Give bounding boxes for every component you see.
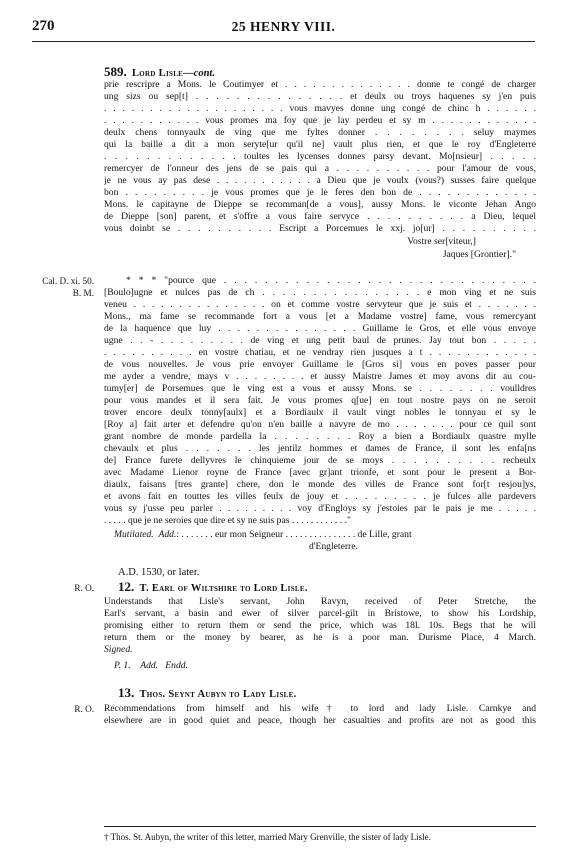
entry-589-line: . . . . . . . . . . . vous promes ma foy que je lay perdeu et sy m . . . . . . . . . . . . <box>104 115 536 126</box>
letter-line: avec Madame Lienor royne de France [avec gr]ant trionfe, et sont pour le present a Bor- <box>104 467 536 478</box>
entry-589-line: qui la baille a dit a mon seryte[ur qu'il ne] vault plus rien, et que le roy d'Engleterre <box>104 139 536 150</box>
signature-line-1: Vostre ser[viteur,] <box>407 236 476 247</box>
add-label: Add. <box>158 529 177 540</box>
margin-location: R. O. <box>74 583 94 593</box>
entry-12-line: Understands that Lisle's servant, John Ravyn, received of Peter Stretche, the <box>104 596 536 607</box>
entry-12-line: promising either to return them or send the price, which was 18l. 10s. Begs that he will <box>104 620 536 631</box>
letter-line: pour vous mandes et il sera fait. Je vous promes q[ue] en tout nostre pays on ne seroit <box>104 395 536 406</box>
entry-589-line: vous doinbt se . . . . . . . . . . Escript a Porcemues le xxj. jo[ur] . . . . . . . . . . <box>104 223 536 234</box>
letter-line: me ayder a vendre, mays v . . . . . . . . et aussy Maistre James et moy avons dit au cou- <box>104 371 536 382</box>
letter-line: vous sy j'usse peu parler . . . . . . . . . voy d'Engloys sy j'estoies par le pais je me . . . . . <box>104 503 536 514</box>
margin-location: B. M. <box>72 288 94 298</box>
letter-line: . . . . . que je ne seroies que dire et sy ne suis pas . . . . . . . . . . . ." <box>104 515 351 526</box>
entry-589-line: Mons. le capitayne de Dieppe se recomman[de a vous], aussy Mons. le viconte Jehan Ango <box>104 199 536 210</box>
entry-589-line: bon . . . . . . . . . je vous promes que je le feres den bon de . . . . . . . . . . . . . <box>104 187 536 198</box>
entry-13-number: 13. <box>118 685 135 700</box>
page-number: 270 <box>32 18 55 34</box>
entry-12-endorsement <box>104 660 536 672</box>
letter-line: . . . . . . . . . . en vostre chatiau, et ne vendray rien jusques a t . . . . . . . . . . . . <box>104 347 536 358</box>
entry-589-line: . . . . . . . . . . . . . . . . . . . . vous mavyes donne ung congé de chinc h . . . . . . <box>104 103 536 114</box>
page-header <box>32 18 535 38</box>
entry-589-line: prie rescripre a Mons. le Coutimyer et . . . . . . . . . . . . . . donne te congé de charger <box>104 79 536 90</box>
mutilated-label: Mutilated. <box>114 529 154 540</box>
date-heading: A.D. 1530, or later. <box>118 567 200 578</box>
signed-note: Signed. <box>104 644 133 655</box>
entry-589-line: de Dieppe [son] parent, et s'offre a vous faire servyce . . . . . . . . . . a Dieu, lequel <box>104 211 536 222</box>
letter-line: de la haquence que luy . . . . . . . . . . . . . . . Guillame le Gros, et elle vous envoye <box>104 323 536 334</box>
letter-line: trover encore deulx tonny[aulx] et a Bordiaulx il vault vingt nobles le tonnyau et sy le <box>104 407 536 418</box>
entry-589-heading <box>104 65 536 80</box>
entry-589-line: ung sizs ou sep[t] . . . . . . . . . . . . . . . et deulx ou troys haquenes sy j'en puis <box>104 91 536 102</box>
entry-589-line: je ne vous ay pas dese . . . . . . . . . . . a Dieu que je voulx (vous?) susses faire quelque <box>104 175 536 186</box>
margin-reference: Cal. D. xi. 50. <box>42 276 94 286</box>
running-title: 25 HENRY VIII. <box>231 19 336 34</box>
entry-589-line: deulx chens tonnyaulx de ving que me fyltes donner . . . . . . . . seluy maymes <box>104 127 536 138</box>
letter-line: chevaulx et plus . . . . . . . les jentilz hommes et dames de France, il sont les enfa[ns <box>104 443 536 454</box>
letter-line: de vous nouvelles. Je vous prie envoyer Guillame le [Gros si] vous en poves passer pour <box>104 359 536 370</box>
footnote-rule <box>104 826 536 827</box>
entry-13-name: Thos. Seynt Aubyn to Lady Lisle. <box>139 689 297 700</box>
letter-line: grant nombre de monde pardella la . . . . . . . . Roy a bien a Bordiaulx quastre mylle <box>104 431 536 442</box>
letter-line: tumy[er] de Porsemues que le ving est a vous et aussy Mons. se . . . . . . . . voulldres <box>104 383 536 394</box>
entry-13-line: elsewhere are in good quiet and peace, though her casualties and profits are not as good this <box>104 715 536 726</box>
entry-13-line: Recommendations from himself and his wife† to lord and lady Lisle. Carnkye and <box>104 703 536 714</box>
pages-count: P. 1. <box>114 660 131 671</box>
entry-589-cont: —cont. <box>183 68 215 79</box>
margin-location: R. O. <box>74 704 94 714</box>
footnote: † Thos. St. Aubyn, the writer of this letter, married Mary Grenville, the sister of lady Lisle. <box>104 832 431 842</box>
entry-12-number: 12. <box>118 579 135 594</box>
add-label: Add. <box>140 660 159 671</box>
letter-line: de] France furete dellyvres le chinquieme jour de se moys . . . . . . . . . . recheulx <box>104 455 536 466</box>
entry-589-line: remercyer de l'onneur des jens de se pais qui a . . . . . . . . . . pour l'amour de vous, <box>104 163 536 174</box>
letter-line: Mons., ma fame se recommande fort a vous [et a Madame vostre] fame, vous remercyant <box>104 311 536 322</box>
header-rule <box>32 41 535 42</box>
note-address: : . . . . . . . eur mon Seigneur . . . . . . . . . . . . . . . de Lille, grant <box>176 529 412 540</box>
letter-line: [Roy a] fait arter et defendre qu'on n'en baille a navyre de mo . . . . . . . pour ce quil sont <box>104 419 536 430</box>
signature-line-2: Jaques [Grontier]." <box>442 249 516 260</box>
entry-589-name: Lord Lisle <box>132 68 184 79</box>
note-address-end: d'Engleterre. <box>309 541 358 552</box>
entry-589-line: . . . . . . . . . . . . . toultes les lycenses donnes parsy devant. Mo[nsieur] . . . . . <box>104 151 536 162</box>
entry-12-heading <box>104 580 536 595</box>
entry-12-name: T. Earl of Wiltshire to Lord Lisle. <box>139 583 308 594</box>
letter-line: veneu . . . . . . . . . . . . . . . on et comme vostre servyteur que je suis et . . . . . . . <box>104 299 536 310</box>
entry-12-line: return them or the money by bearer, as he is a poor man. Durisme Place, 4 March. <box>104 632 536 643</box>
letter-line: * * * "pource que . . . . . . . . . . . . . . . . . . . . . . . . . . . . . . . <box>126 275 536 286</box>
mutilated-note <box>104 529 536 541</box>
letter-line: [Boulo]ugne et nulces pas de ch . . . . . . . . . . . . . . . . e mon ving et ne suis <box>104 287 536 298</box>
letter-line: ugne . . - . . . . . . . . . de ving et ung petit baul de prunes. Jay tout bon . . . . . <box>104 335 536 346</box>
letter-line: diaulx, faisans [tres grante] chere, don le monde des villes de France sont for[t resjou]ys, <box>104 479 536 490</box>
letter-line: et avons fait en touttes les villes feulx de jouy et . . . . . . . . . je fulces alle pardevers <box>104 491 536 502</box>
entry-589-number: 589. <box>104 64 127 79</box>
endd-label: Endd. <box>165 660 188 671</box>
entry-13-heading <box>104 686 536 701</box>
entry-12-line: Earl's servant, a basin and ewer of silver parcel-gilt in Bristowe, to show his Lordship, <box>104 608 536 619</box>
